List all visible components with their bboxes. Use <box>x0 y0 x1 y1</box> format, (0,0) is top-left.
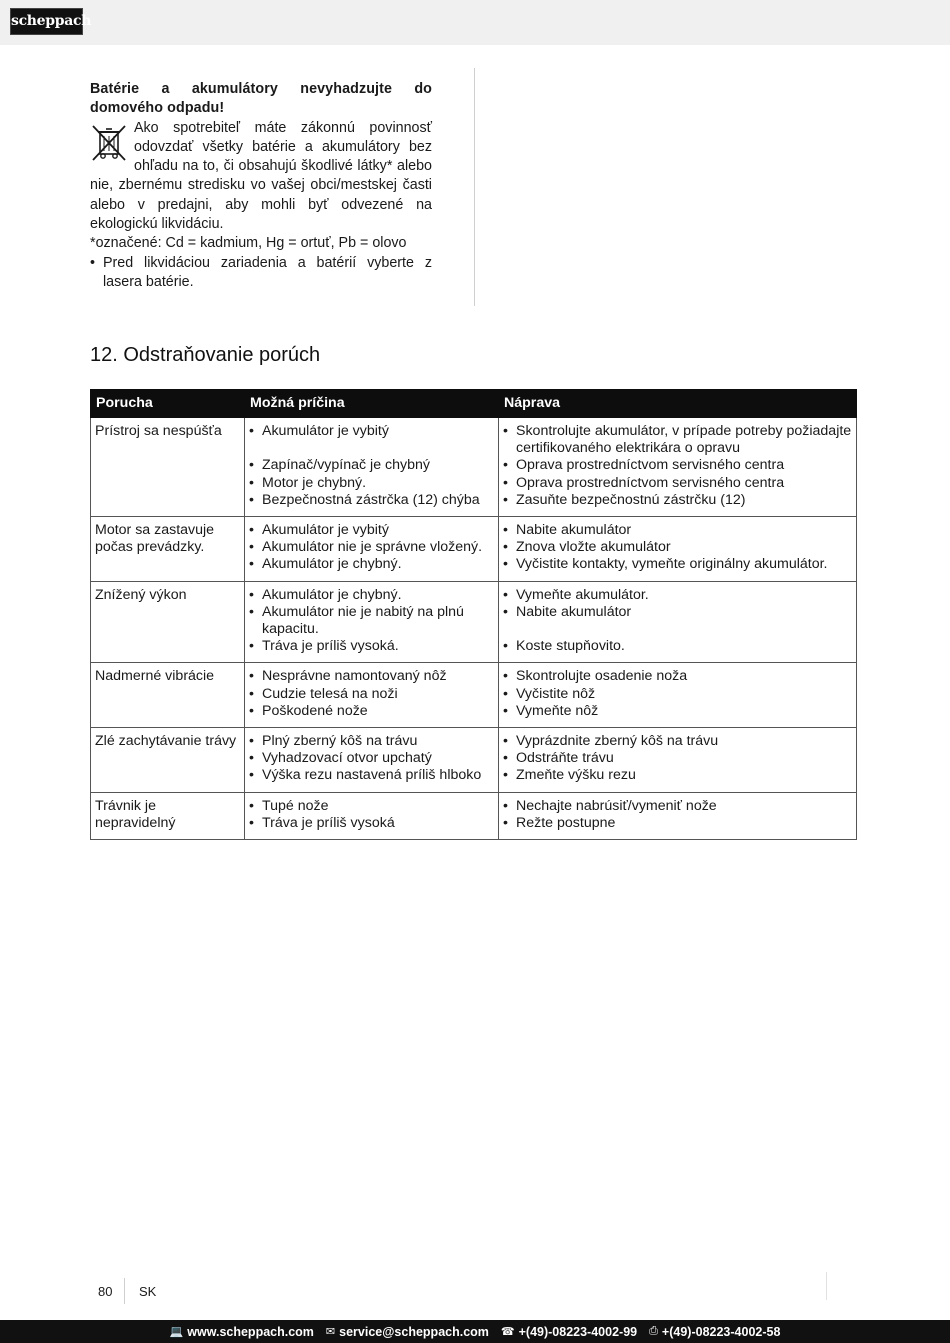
fault-cell: Znížený výkon <box>91 581 245 663</box>
fault-cell: Zlé zachytávanie trávy <box>91 728 245 793</box>
disposal-title: Batérie a akumulátory nevyhadzujte do domového odpadu! <box>90 81 432 117</box>
table-row <box>91 728 857 793</box>
email-link[interactable]: service@scheppach.com <box>339 1324 489 1339</box>
email-contact[interactable] <box>326 1325 489 1339</box>
cause-item: • Tráva je príliš vysoká <box>249 815 494 832</box>
website-contact[interactable] <box>170 1325 314 1339</box>
cause-item: • Tupé nože <box>249 798 494 815</box>
table-row <box>91 663 857 728</box>
remedy-item: • Zmeňte výšku rezu <box>503 767 852 784</box>
language-code: SK <box>139 1284 157 1299</box>
disposal-note: *označené: Cd = kadmium, Hg = ortuť, Pb = olovo <box>90 235 407 252</box>
fax-icon: ⎙ <box>649 1325 658 1337</box>
cause-item: • Akumulátor je vybitý <box>249 423 494 440</box>
cause-item <box>249 440 494 457</box>
page-number: 80 <box>98 1284 113 1299</box>
contact-bar <box>0 1320 950 1343</box>
cause-cell <box>245 792 499 839</box>
cause-cell <box>245 517 499 582</box>
fault-cell: Motor sa zastavuje počas prevádzky. <box>91 517 245 582</box>
website-link[interactable]: www.scheppach.com <box>187 1324 314 1339</box>
remedy-item: • Vyčistite nôž <box>503 686 852 703</box>
cause-item: • Vyhadzovací otvor upchatý <box>249 750 494 767</box>
cause-cell <box>245 581 499 663</box>
column-divider <box>474 68 475 306</box>
disposal-notice <box>90 80 432 292</box>
remedy-cell <box>499 418 857 517</box>
crossed-out-wheelie-bin-icon <box>90 123 128 163</box>
envelope-icon: ✉ <box>325 1326 336 1338</box>
disposal-text: Ako spotrebiteľ máte zákonnú povinnosť odovzdať všetky batérie a akumulátory bez ohľadu na to, či obsahujú škodlivé látky* alebo nie, zbernému stredisku vo vašej obci/mestskej časti alebo v predajni, aby mohli byť odvezené na ekologickú likvidáciu. <box>90 119 432 233</box>
cause-item: • Plný zberný kôš na trávu <box>249 733 494 750</box>
remedy-item: • Nechajte nabrúsiť/vymeniť nože <box>503 798 852 815</box>
remedy-item: • Nabite akumulátor <box>503 522 852 539</box>
fax-contact <box>649 1325 780 1339</box>
remedy-item: • Znova vložte akumulátor <box>503 539 852 556</box>
header-remedy: Náprava <box>499 390 857 418</box>
table-row <box>91 792 857 839</box>
cause-item: • Akumulátor nie je správne vložený. <box>249 539 494 556</box>
table-header-row <box>91 390 857 418</box>
cause-item: • Motor je chybný. <box>249 475 494 492</box>
cause-item: • Akumulátor nie je nabitý na plnú kapacitu. <box>249 604 494 638</box>
cause-item: • Akumulátor je vybitý <box>249 522 494 539</box>
remedy-cell <box>499 517 857 582</box>
cause-item: • Akumulátor je chybný. <box>249 556 494 573</box>
remedy-cell <box>499 792 857 839</box>
disposal-bullet: • Pred likvidáciou zariadenia a batérií vyberte z lasera batérie. <box>90 254 432 293</box>
remedy-item: • Skontrolujte osadenie noža <box>503 668 852 685</box>
remedy-item: • Koste stupňovito. <box>503 638 852 655</box>
remedy-item: • Režte postupne <box>503 815 852 832</box>
troubleshooting-table <box>90 389 857 840</box>
section-title: 12. Odstraňovanie porúch <box>90 344 321 366</box>
cause-item: • Nesprávne namontovaný nôž <box>249 668 494 685</box>
cause-item: • Poškodené nože <box>249 703 494 720</box>
cause-cell <box>245 663 499 728</box>
remedy-item: • Vymeňte akumulátor. <box>503 587 852 604</box>
table-row <box>91 581 857 663</box>
remedy-cell <box>499 581 857 663</box>
footer-divider-right <box>826 1272 827 1300</box>
fault-cell: Trávnik je nepravidelný <box>91 792 245 839</box>
table-row <box>91 418 857 517</box>
remedy-item: • Vyčistite kontakty, vymeňte originálny akumulátor. <box>503 556 852 573</box>
phone-number: +(49)-08223-4002-99 <box>518 1324 638 1339</box>
remedy-item: • Vymeňte nôž <box>503 703 852 720</box>
scheppach-logo: scheppach <box>10 8 83 35</box>
table-body <box>91 418 857 840</box>
header-fault: Porucha <box>91 390 245 418</box>
computer-icon: 💻 <box>169 1326 184 1338</box>
remedy-cell <box>499 728 857 793</box>
remedy-item: • Skontrolujte akumulátor, v prípade potreby požiadajte certifikovaného elektrikára o opravu <box>503 423 852 457</box>
remedy-item <box>503 621 852 638</box>
remedy-item: • Vyprázdnite zberný kôš na trávu <box>503 733 852 750</box>
remedy-item: • Oprava prostredníctvom servisného centra <box>503 457 852 474</box>
cause-item: • Tráva je príliš vysoká. <box>249 638 494 655</box>
cause-item: • Výška rezu nastavená príliš hlboko <box>249 767 494 784</box>
header-bar <box>0 0 950 45</box>
table-row <box>91 517 857 582</box>
cause-item: • Akumulátor je chybný. <box>249 587 494 604</box>
phone-icon: ☎ <box>500 1326 515 1338</box>
cause-cell <box>245 728 499 793</box>
cause-cell <box>245 418 499 517</box>
fault-cell: Nadmerné vibrácie <box>91 663 245 728</box>
fault-cell: Prístroj sa nespúšťa <box>91 418 245 517</box>
cause-item: • Cudzie telesá na noži <box>249 686 494 703</box>
remedy-item: • Zasuňte bezpečnostnú zástrčku (12) <box>503 492 852 509</box>
fax-number: +(49)-08223-4002-58 <box>661 1324 781 1339</box>
remedy-item: • Nabite akumulátor <box>503 604 852 621</box>
remedy-item: • Oprava prostredníctvom servisného centra <box>503 475 852 492</box>
cause-item: • Bezpečnostná zástrčka (12) chýba <box>249 492 494 509</box>
remedy-cell <box>499 663 857 728</box>
footer-divider <box>124 1278 125 1304</box>
remedy-item: • Odstráňte trávu <box>503 750 852 767</box>
header-cause: Možná príčina <box>245 390 499 418</box>
phone-contact <box>501 1325 637 1339</box>
cause-item: • Zapínač/vypínač je chybný <box>249 457 494 474</box>
